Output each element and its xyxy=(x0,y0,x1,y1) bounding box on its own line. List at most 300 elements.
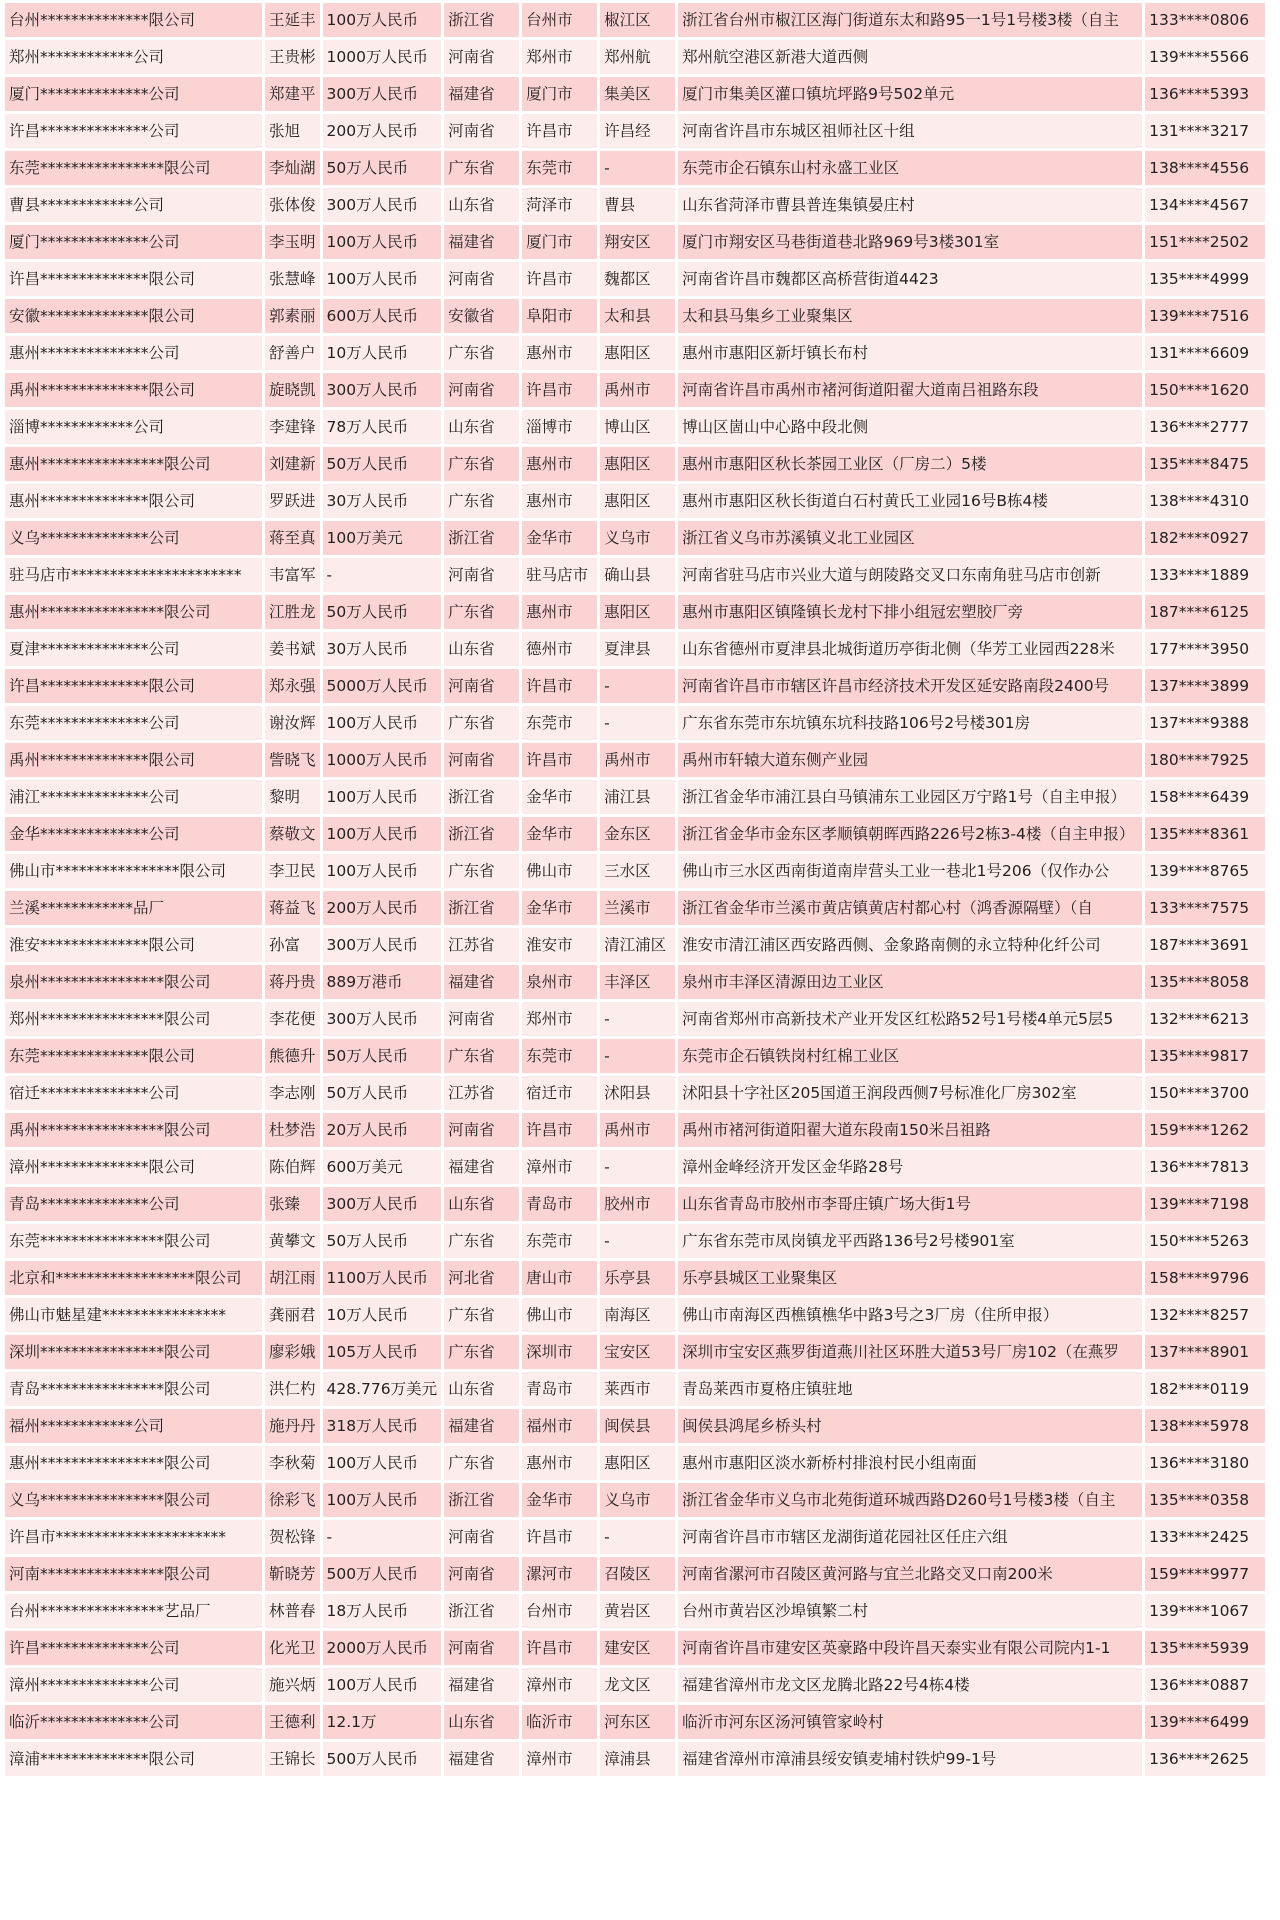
province-cell: 河南省 xyxy=(444,40,519,74)
district-cell: - xyxy=(600,1520,675,1554)
phone-cell: 182****0119 xyxy=(1145,1372,1265,1406)
company-name-cell: 浦江**************公司 xyxy=(5,780,262,814)
table-row xyxy=(5,1335,1265,1369)
legal-representative-cell: 蒋益飞 xyxy=(265,891,320,925)
district-cell: 河东区 xyxy=(600,1705,675,1739)
district-cell: 惠阳区 xyxy=(600,447,675,481)
table-row xyxy=(5,1742,1265,1776)
registered-capital-cell: 10万人民币 xyxy=(323,1298,442,1332)
legal-representative-cell: 林普春 xyxy=(265,1594,320,1628)
registered-capital-cell: 100万人民币 xyxy=(323,262,442,296)
company-name-cell: 漳州**************限公司 xyxy=(5,1150,262,1184)
phone-cell: 133****0806 xyxy=(1145,3,1265,37)
registered-capital-cell: 889万港币 xyxy=(323,965,442,999)
company-name-cell: 驻马店市********************** xyxy=(5,558,262,592)
table-row xyxy=(5,558,1265,592)
city-cell: 临沂市 xyxy=(522,1705,597,1739)
legal-representative-cell: 江胜龙 xyxy=(265,595,320,629)
legal-representative-cell: 龚丽君 xyxy=(265,1298,320,1332)
province-cell: 河南省 xyxy=(444,114,519,148)
address-cell: 河南省漯河市召陵区黄河路与宜兰北路交叉口南200米 xyxy=(678,1557,1142,1591)
legal-representative-cell: 杜梦浩 xyxy=(265,1113,320,1147)
company-name-cell: 安徽**************限公司 xyxy=(5,299,262,333)
address-cell: 浙江省金华市浦江县白马镇浦东工业园区万宁路1号（自主申报） xyxy=(678,780,1142,814)
province-cell: 广东省 xyxy=(444,484,519,518)
phone-cell: 136****0887 xyxy=(1145,1668,1265,1702)
registered-capital-cell: 20万人民币 xyxy=(323,1113,442,1147)
province-cell: 河南省 xyxy=(444,1002,519,1036)
legal-representative-cell: 訾晓飞 xyxy=(265,743,320,777)
registered-capital-cell: 100万人民币 xyxy=(323,1483,442,1517)
phone-cell: 136****7813 xyxy=(1145,1150,1265,1184)
city-cell: 惠州市 xyxy=(522,484,597,518)
district-cell: 龙文区 xyxy=(600,1668,675,1702)
registered-capital-cell: 12.1万 xyxy=(323,1705,442,1739)
table-row xyxy=(5,1557,1265,1591)
phone-cell: 158****9796 xyxy=(1145,1261,1265,1295)
district-cell: 惠阳区 xyxy=(600,595,675,629)
district-cell: 博山区 xyxy=(600,410,675,444)
address-cell: 博山区崮山中心路中段北侧 xyxy=(678,410,1142,444)
company-name-cell: 郑州****************限公司 xyxy=(5,1002,262,1036)
phone-cell: 136****5393 xyxy=(1145,77,1265,111)
phone-cell: 177****3950 xyxy=(1145,632,1265,666)
registered-capital-cell: 300万人民币 xyxy=(323,1187,442,1221)
phone-cell: 151****2502 xyxy=(1145,225,1265,259)
legal-representative-cell: 徐彩飞 xyxy=(265,1483,320,1517)
company-name-cell: 惠州****************限公司 xyxy=(5,447,262,481)
province-cell: 浙江省 xyxy=(444,891,519,925)
table-row xyxy=(5,1631,1265,1665)
district-cell: - xyxy=(600,1224,675,1258)
city-cell: 漯河市 xyxy=(522,1557,597,1591)
phone-cell: 137****3899 xyxy=(1145,669,1265,703)
registered-capital-cell: 100万人民币 xyxy=(323,1668,442,1702)
phone-cell: 135****8058 xyxy=(1145,965,1265,999)
city-cell: 宿迁市 xyxy=(522,1076,597,1110)
table-row xyxy=(5,262,1265,296)
address-cell: 惠州市惠阳区淡水新桥村排浪村民小组南面 xyxy=(678,1446,1142,1480)
district-cell: 翔安区 xyxy=(600,225,675,259)
phone-cell: 138****5978 xyxy=(1145,1409,1265,1443)
phone-cell: 136****2625 xyxy=(1145,1742,1265,1776)
phone-cell: 135****0358 xyxy=(1145,1483,1265,1517)
company-name-cell: 漳州**************公司 xyxy=(5,1668,262,1702)
table-row xyxy=(5,632,1265,666)
table-row xyxy=(5,151,1265,185)
province-cell: 江苏省 xyxy=(444,1076,519,1110)
registered-capital-cell: 18万人民币 xyxy=(323,1594,442,1628)
phone-cell: 137****8901 xyxy=(1145,1335,1265,1369)
table-row xyxy=(5,1298,1265,1332)
province-cell: 河南省 xyxy=(444,1557,519,1591)
company-name-cell: 深圳****************限公司 xyxy=(5,1335,262,1369)
city-cell: 淮安市 xyxy=(522,928,597,962)
address-cell: 河南省许昌市东城区祖师社区十组 xyxy=(678,114,1142,148)
legal-representative-cell: 韦富军 xyxy=(265,558,320,592)
district-cell: 义乌市 xyxy=(600,1483,675,1517)
table-row xyxy=(5,1372,1265,1406)
registered-capital-cell: 100万人民币 xyxy=(323,3,442,37)
legal-representative-cell: 李志刚 xyxy=(265,1076,320,1110)
registered-capital-cell: 300万人民币 xyxy=(323,77,442,111)
legal-representative-cell: 王锦长 xyxy=(265,1742,320,1776)
city-cell: 厦门市 xyxy=(522,77,597,111)
district-cell: 乐亭县 xyxy=(600,1261,675,1295)
province-cell: 福建省 xyxy=(444,1668,519,1702)
registered-capital-cell: 100万人民币 xyxy=(323,706,442,740)
company-name-cell: 佛山市****************限公司 xyxy=(5,854,262,888)
registered-capital-cell: 10万人民币 xyxy=(323,336,442,370)
table-row xyxy=(5,40,1265,74)
phone-cell: 187****3691 xyxy=(1145,928,1265,962)
district-cell: 莱西市 xyxy=(600,1372,675,1406)
province-cell: 广东省 xyxy=(444,1039,519,1073)
district-cell: 夏津县 xyxy=(600,632,675,666)
province-cell: 山东省 xyxy=(444,1372,519,1406)
company-name-cell: 许昌**************限公司 xyxy=(5,262,262,296)
legal-representative-cell: 陈伯辉 xyxy=(265,1150,320,1184)
registered-capital-cell: - xyxy=(323,1520,442,1554)
city-cell: 菏泽市 xyxy=(522,188,597,222)
address-cell: 厦门市集美区灌口镇坑坪路9号502单元 xyxy=(678,77,1142,111)
phone-cell: 135****8361 xyxy=(1145,817,1265,851)
registered-capital-cell: 300万人民币 xyxy=(323,928,442,962)
district-cell: 三水区 xyxy=(600,854,675,888)
table-row xyxy=(5,77,1265,111)
city-cell: 许昌市 xyxy=(522,743,597,777)
registered-capital-cell: 428.776万美元 xyxy=(323,1372,442,1406)
phone-cell: 150****5263 xyxy=(1145,1224,1265,1258)
registered-capital-cell: 100万人民币 xyxy=(323,1446,442,1480)
district-cell: 惠阳区 xyxy=(600,336,675,370)
city-cell: 许昌市 xyxy=(522,114,597,148)
phone-cell: 159****1262 xyxy=(1145,1113,1265,1147)
legal-representative-cell: 施丹丹 xyxy=(265,1409,320,1443)
table-row xyxy=(5,1113,1265,1147)
address-cell: 东莞市企石镇东山村永盛工业区 xyxy=(678,151,1142,185)
legal-representative-cell: 蔡敬文 xyxy=(265,817,320,851)
province-cell: 广东省 xyxy=(444,1446,519,1480)
company-name-cell: 曹县************公司 xyxy=(5,188,262,222)
phone-cell: 133****1889 xyxy=(1145,558,1265,592)
phone-cell: 139****7198 xyxy=(1145,1187,1265,1221)
province-cell: 福建省 xyxy=(444,77,519,111)
province-cell: 河南省 xyxy=(444,743,519,777)
district-cell: 建安区 xyxy=(600,1631,675,1665)
table-row xyxy=(5,1076,1265,1110)
company-name-cell: 河南****************限公司 xyxy=(5,1557,262,1591)
province-cell: 山东省 xyxy=(444,410,519,444)
province-cell: 山东省 xyxy=(444,632,519,666)
legal-representative-cell: 化光卫 xyxy=(265,1631,320,1665)
address-cell: 闽侯县鸿尾乡桥头村 xyxy=(678,1409,1142,1443)
registered-capital-cell: - xyxy=(323,558,442,592)
company-name-cell: 东莞**************限公司 xyxy=(5,1039,262,1073)
phone-cell: 132****6213 xyxy=(1145,1002,1265,1036)
registered-capital-cell: 600万人民币 xyxy=(323,299,442,333)
address-cell: 广东省东莞市东坑镇东坑科技路106号2号楼301房 xyxy=(678,706,1142,740)
address-cell: 惠州市惠阳区秋长街道白石村黄氏工业园16号B栋4楼 xyxy=(678,484,1142,518)
district-cell: 金东区 xyxy=(600,817,675,851)
legal-representative-cell: 罗跃进 xyxy=(265,484,320,518)
company-name-cell: 义乌**************公司 xyxy=(5,521,262,555)
address-cell: 惠州市惠阳区镇隆镇长龙村下排小组冠宏塑胶厂旁 xyxy=(678,595,1142,629)
legal-representative-cell: 李灿湖 xyxy=(265,151,320,185)
city-cell: 青岛市 xyxy=(522,1372,597,1406)
table-row xyxy=(5,336,1265,370)
district-cell: 确山县 xyxy=(600,558,675,592)
district-cell: - xyxy=(600,1002,675,1036)
legal-representative-cell: 王延丰 xyxy=(265,3,320,37)
phone-cell: 133****2425 xyxy=(1145,1520,1265,1554)
table-row xyxy=(5,114,1265,148)
district-cell: 漳浦县 xyxy=(600,1742,675,1776)
district-cell: 禹州市 xyxy=(600,1113,675,1147)
table-row xyxy=(5,1594,1265,1628)
district-cell: 曹县 xyxy=(600,188,675,222)
registered-capital-cell: 105万人民币 xyxy=(323,1335,442,1369)
city-cell: 东莞市 xyxy=(522,151,597,185)
province-cell: 山东省 xyxy=(444,188,519,222)
city-cell: 青岛市 xyxy=(522,1187,597,1221)
registered-capital-cell: 30万人民币 xyxy=(323,484,442,518)
district-cell: 沭阳县 xyxy=(600,1076,675,1110)
table-row xyxy=(5,521,1265,555)
address-cell: 佛山市三水区西南街道南岸营头工业一巷北1号206（仅作办公 xyxy=(678,854,1142,888)
city-cell: 惠州市 xyxy=(522,336,597,370)
city-cell: 许昌市 xyxy=(522,1520,597,1554)
registered-capital-cell: 50万人民币 xyxy=(323,151,442,185)
phone-cell: 135****5939 xyxy=(1145,1631,1265,1665)
phone-cell: 135****9817 xyxy=(1145,1039,1265,1073)
table-row xyxy=(5,1446,1265,1480)
city-cell: 金华市 xyxy=(522,891,597,925)
province-cell: 河南省 xyxy=(444,669,519,703)
city-cell: 淄博市 xyxy=(522,410,597,444)
district-cell: 惠阳区 xyxy=(600,1446,675,1480)
province-cell: 江苏省 xyxy=(444,928,519,962)
province-cell: 山东省 xyxy=(444,1187,519,1221)
legal-representative-cell: 廖彩娥 xyxy=(265,1335,320,1369)
phone-cell: 139****6499 xyxy=(1145,1705,1265,1739)
phone-cell: 134****4567 xyxy=(1145,188,1265,222)
table-row xyxy=(5,706,1265,740)
province-cell: 广东省 xyxy=(444,151,519,185)
district-cell: 集美区 xyxy=(600,77,675,111)
province-cell: 浙江省 xyxy=(444,1594,519,1628)
address-cell: 山东省菏泽市曹县普连集镇晏庄村 xyxy=(678,188,1142,222)
company-name-cell: 许昌**************公司 xyxy=(5,114,262,148)
registered-capital-cell: 1000万人民币 xyxy=(323,40,442,74)
registered-capital-cell: 50万人民币 xyxy=(323,595,442,629)
address-cell: 河南省驻马店市兴业大道与朗陵路交叉口东南角驻马店市创新 xyxy=(678,558,1142,592)
district-cell: 闽侯县 xyxy=(600,1409,675,1443)
table-row xyxy=(5,225,1265,259)
city-cell: 东莞市 xyxy=(522,706,597,740)
registered-capital-cell: 50万人民币 xyxy=(323,1039,442,1073)
province-cell: 福建省 xyxy=(444,225,519,259)
legal-representative-cell: 洪仁杓 xyxy=(265,1372,320,1406)
company-name-cell: 漳浦**************限公司 xyxy=(5,1742,262,1776)
company-name-cell: 许昌市********************** xyxy=(5,1520,262,1554)
registered-capital-cell: 300万人民币 xyxy=(323,373,442,407)
city-cell: 金华市 xyxy=(522,1483,597,1517)
province-cell: 河南省 xyxy=(444,1631,519,1665)
province-cell: 福建省 xyxy=(444,965,519,999)
city-cell: 郑州市 xyxy=(522,1002,597,1036)
province-cell: 广东省 xyxy=(444,447,519,481)
district-cell: 清江浦区 xyxy=(600,928,675,962)
company-name-cell: 惠州****************限公司 xyxy=(5,595,262,629)
company-table xyxy=(2,0,1268,1779)
table-row xyxy=(5,299,1265,333)
registered-capital-cell: 100万人民币 xyxy=(323,225,442,259)
company-name-cell: 青岛**************公司 xyxy=(5,1187,262,1221)
province-cell: 广东省 xyxy=(444,854,519,888)
company-name-cell: 义乌****************限公司 xyxy=(5,1483,262,1517)
city-cell: 德州市 xyxy=(522,632,597,666)
registered-capital-cell: 300万人民币 xyxy=(323,1002,442,1036)
phone-cell: 137****9388 xyxy=(1145,706,1265,740)
registered-capital-cell: 300万人民币 xyxy=(323,188,442,222)
legal-representative-cell: 谢汝辉 xyxy=(265,706,320,740)
table-row xyxy=(5,1187,1265,1221)
province-cell: 广东省 xyxy=(444,595,519,629)
legal-representative-cell: 孙富 xyxy=(265,928,320,962)
company-name-cell: 台州****************艺品厂 xyxy=(5,1594,262,1628)
phone-cell: 150****3700 xyxy=(1145,1076,1265,1110)
registered-capital-cell: 100万人民币 xyxy=(323,817,442,851)
district-cell: - xyxy=(600,669,675,703)
registered-capital-cell: 100万人民币 xyxy=(323,780,442,814)
table-row xyxy=(5,410,1265,444)
company-name-cell: 厦门**************公司 xyxy=(5,77,262,111)
city-cell: 深圳市 xyxy=(522,1335,597,1369)
table-row xyxy=(5,669,1265,703)
phone-cell: 136****2777 xyxy=(1145,410,1265,444)
district-cell: 兰溪市 xyxy=(600,891,675,925)
province-cell: 浙江省 xyxy=(444,817,519,851)
legal-representative-cell: 蒋至真 xyxy=(265,521,320,555)
city-cell: 泉州市 xyxy=(522,965,597,999)
address-cell: 佛山市南海区西樵镇樵华中路3号之3厂房（住所申报） xyxy=(678,1298,1142,1332)
legal-representative-cell: 熊德升 xyxy=(265,1039,320,1073)
district-cell: 义乌市 xyxy=(600,521,675,555)
registered-capital-cell: 500万人民币 xyxy=(323,1742,442,1776)
company-name-cell: 郑州************公司 xyxy=(5,40,262,74)
city-cell: 许昌市 xyxy=(522,373,597,407)
legal-representative-cell: 李花便 xyxy=(265,1002,320,1036)
district-cell: 召陵区 xyxy=(600,1557,675,1591)
address-cell: 乐亭县城区工业聚集区 xyxy=(678,1261,1142,1295)
province-cell: 山东省 xyxy=(444,1705,519,1739)
district-cell: 黄岩区 xyxy=(600,1594,675,1628)
company-name-cell: 宿迁**************公司 xyxy=(5,1076,262,1110)
city-cell: 驻马店市 xyxy=(522,558,597,592)
address-cell: 台州市黄岩区沙埠镇繁二村 xyxy=(678,1594,1142,1628)
table-row xyxy=(5,1002,1265,1036)
address-cell: 泉州市丰泽区清源田边工业区 xyxy=(678,965,1142,999)
company-name-cell: 许昌**************公司 xyxy=(5,1631,262,1665)
registered-capital-cell: 200万人民币 xyxy=(323,114,442,148)
phone-cell: 135****4999 xyxy=(1145,262,1265,296)
legal-representative-cell: 蒋丹贵 xyxy=(265,965,320,999)
registered-capital-cell: 1000万人民币 xyxy=(323,743,442,777)
province-cell: 浙江省 xyxy=(444,780,519,814)
legal-representative-cell: 黄攀文 xyxy=(265,1224,320,1258)
address-cell: 青岛莱西市夏格庄镇驻地 xyxy=(678,1372,1142,1406)
phone-cell: 131****6609 xyxy=(1145,336,1265,370)
province-cell: 河南省 xyxy=(444,558,519,592)
phone-cell: 139****5566 xyxy=(1145,40,1265,74)
registered-capital-cell: 50万人民币 xyxy=(323,447,442,481)
company-name-cell: 惠州**************公司 xyxy=(5,336,262,370)
table-row xyxy=(5,3,1265,37)
registered-capital-cell: 100万人民币 xyxy=(323,854,442,888)
address-cell: 惠州市惠阳区秋长茶园工业区（厂房二）5楼 xyxy=(678,447,1142,481)
city-cell: 漳州市 xyxy=(522,1668,597,1702)
address-cell: 福建省漳州市龙文区龙腾北路22号4栋4楼 xyxy=(678,1668,1142,1702)
province-cell: 广东省 xyxy=(444,706,519,740)
legal-representative-cell: 李玉明 xyxy=(265,225,320,259)
company-name-cell: 淄博************公司 xyxy=(5,410,262,444)
district-cell: 许昌经 xyxy=(600,114,675,148)
company-name-cell: 泉州****************限公司 xyxy=(5,965,262,999)
address-cell: 漳州金峰经济开发区金华路28号 xyxy=(678,1150,1142,1184)
district-cell: 太和县 xyxy=(600,299,675,333)
address-cell: 山东省青岛市胶州市李哥庄镇广场大街1号 xyxy=(678,1187,1142,1221)
city-cell: 佛山市 xyxy=(522,1298,597,1332)
table-row xyxy=(5,447,1265,481)
registered-capital-cell: 100万美元 xyxy=(323,521,442,555)
legal-representative-cell: 郭素丽 xyxy=(265,299,320,333)
city-cell: 福州市 xyxy=(522,1409,597,1443)
table-row xyxy=(5,891,1265,925)
registered-capital-cell: 50万人民币 xyxy=(323,1224,442,1258)
address-cell: 浙江省台州市椒江区海门街道东太和路95一1号1号楼3楼（自主 xyxy=(678,3,1142,37)
legal-representative-cell: 贺松锋 xyxy=(265,1520,320,1554)
registered-capital-cell: 1100万人民币 xyxy=(323,1261,442,1295)
legal-representative-cell: 郑永强 xyxy=(265,669,320,703)
city-cell: 东莞市 xyxy=(522,1224,597,1258)
registered-capital-cell: 5000万人民币 xyxy=(323,669,442,703)
table-row xyxy=(5,1150,1265,1184)
address-cell: 太和县马集乡工业聚集区 xyxy=(678,299,1142,333)
address-cell: 厦门市翔安区马巷街道巷北路969号3楼301室 xyxy=(678,225,1142,259)
phone-cell: 158****6439 xyxy=(1145,780,1265,814)
company-name-cell: 禹州**************限公司 xyxy=(5,373,262,407)
province-cell: 河南省 xyxy=(444,1113,519,1147)
company-name-cell: 临沂**************公司 xyxy=(5,1705,262,1739)
company-name-cell: 东莞****************限公司 xyxy=(5,1224,262,1258)
address-cell: 惠州市惠阳区新圩镇长布村 xyxy=(678,336,1142,370)
legal-representative-cell: 张臻 xyxy=(265,1187,320,1221)
city-cell: 台州市 xyxy=(522,1594,597,1628)
legal-representative-cell: 刘建新 xyxy=(265,447,320,481)
legal-representative-cell: 李卫民 xyxy=(265,854,320,888)
table-row xyxy=(5,1668,1265,1702)
phone-cell: 187****6125 xyxy=(1145,595,1265,629)
city-cell: 惠州市 xyxy=(522,447,597,481)
phone-cell: 136****3180 xyxy=(1145,1446,1265,1480)
phone-cell: 138****4556 xyxy=(1145,151,1265,185)
district-cell: 南海区 xyxy=(600,1298,675,1332)
phone-cell: 159****9977 xyxy=(1145,1557,1265,1591)
legal-representative-cell: 姜书斌 xyxy=(265,632,320,666)
company-name-cell: 夏津**************公司 xyxy=(5,632,262,666)
city-cell: 台州市 xyxy=(522,3,597,37)
